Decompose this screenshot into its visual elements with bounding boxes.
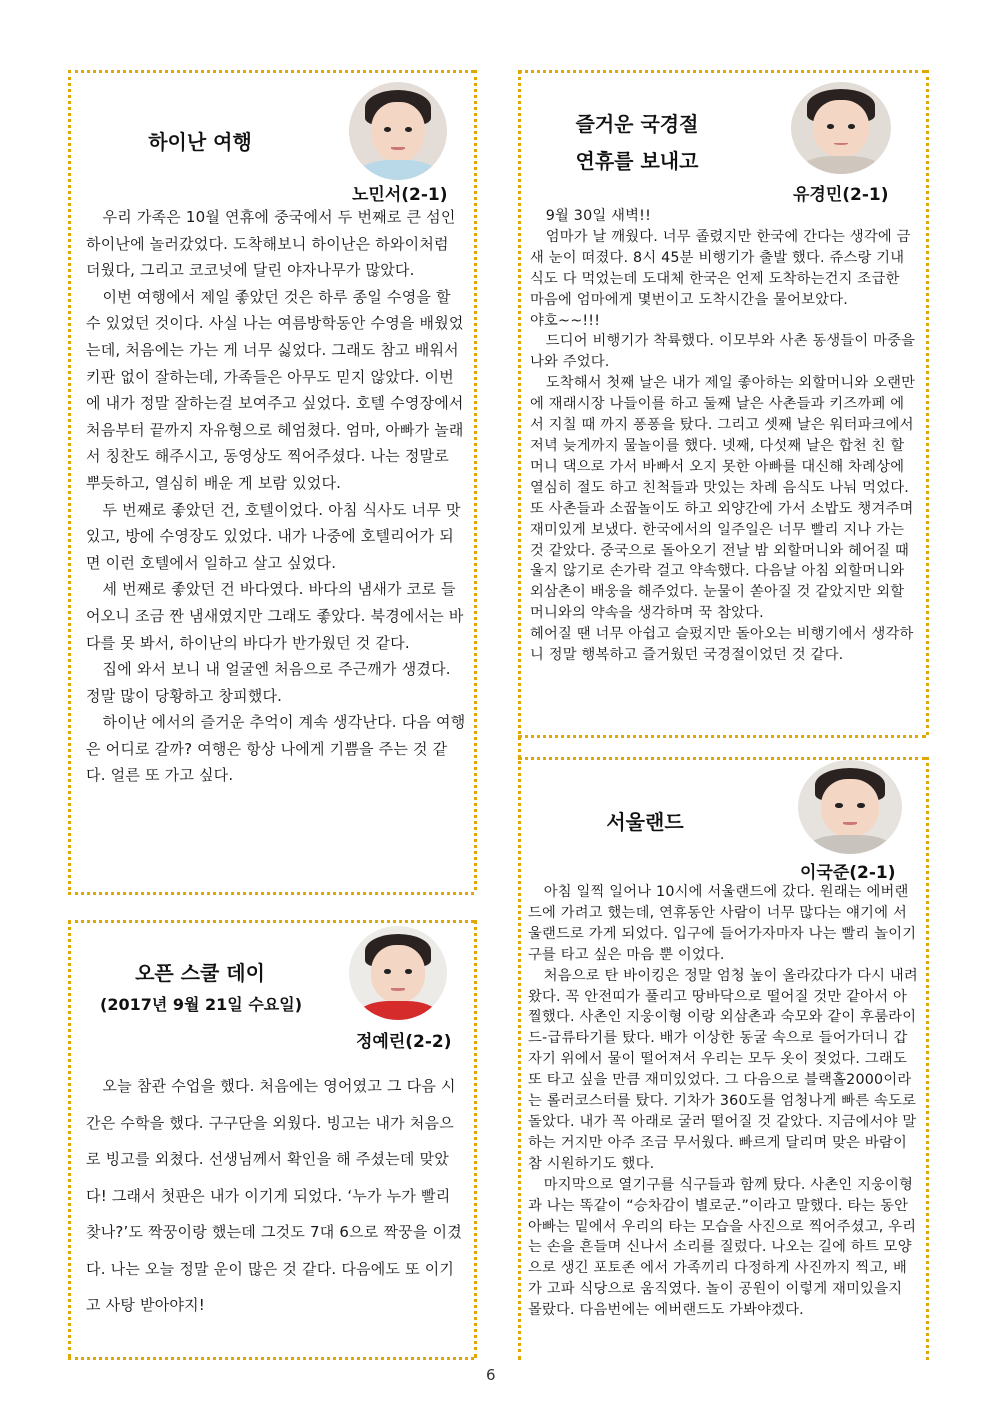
article3-body <box>86 1068 466 1324</box>
article1-paragraph: 이번 여행에서 제일 좋았던 것은 하루 종일 수영을 할 수 있었던 것이다. 사실 나는 여름방학동안 수영을 배웠었는데, 처음에는 가는 게 너무 싫었다. 그래도 참고 배워서 키판 없이 잘하는데, 가족들은 아무도 믿지 않았다. 이번에 내가 정말 잘하는걸 보여주고 싶었다. 호텔 수영장에서 처음부터 끝까지 자유형으로 헤엄쳤다. 엄마, 아빠가 놀래서 칭찬도 해주시고, 동영상도 찍어주셨다. 나는 정말로 뿌듯하고, 열심히 배운 게 보람 있었다. <box>86 287 464 492</box>
article4-paragraph: 아침 일찍 일어나 10시에 서울랜드에 갔다. 원래는 에버랜드에 가려고 했는데, 연휴동안 사람이 너무 많다는 얘기에 서울랜드로 가게 되었다. 입구에 들어가자마자 나는 빨리 놀이기구를 타고 싶은 마음 뿐 이었다. <box>528 884 917 963</box>
article4-paragraph: 마지막으로 열기구를 식구들과 함께 탔다. 사촌인 지웅이형과 나는 똑같이 “승차감이 별로군.”이라고 말했다. 타는 동안 아빠는 밑에서 우리의 타는 모습을 사진으로 찍어주셨고, 우리는 손을 흔들며 신나서 소리를 질렀다. 나오는 길에 하트 모양으로 생긴 포토존 에서 가족끼리 다정하게 사진까지 찍고, 배가 고파 식당으로 움직였다. 놀이 공원이 이렇게 재미있을지 몰랐다. 다음번에는 에버랜드도 가봐야겠다. <box>528 1176 917 1319</box>
border-left-left <box>68 70 71 890</box>
article1-paragraph: 하이난 에서의 즐거운 추억이 계속 생각난다. 다음 여행은 어디로 갈까? 여행은 항상 나에게 기쁨을 주는 것 같다. 얼른 또 가고 싶다. <box>86 713 466 785</box>
border-left-left-2 <box>68 920 71 1358</box>
border-mid-left-2 <box>68 920 474 923</box>
article1-paragraph: 두 번째로 좋았던 건, 호텔이었다. 아침 식사도 너무 맛있고, 방에 수영장도 있었다. 내가 나중에 호텔리어가 되면 이런 호텔에서 일하고 살고 싶었다. <box>86 500 461 572</box>
article2-photo <box>791 82 891 174</box>
article1-title: 하이난 여행 <box>148 130 252 154</box>
article2-author: 유경민(2-1) <box>793 185 889 205</box>
article2-paragraph: 엄마가 날 깨웠다. 너무 졸렸지만 한국에 간다는 생각에 금새 눈이 떠졌다. 8시 45분 비행기가 출발 했다. 쥬스랑 기내식도 다 먹었는데 도대체 한국은 언제 도착하는건지 조급한 마음에 엄마에게 몇번이고 도착시간을 물어보았다. <box>530 228 911 308</box>
border-mid-right-1 <box>518 735 926 738</box>
article1-paragraph: 우리 가족은 10월 연휴에 중국에서 두 번째로 큰 섬인 하이난에 놀러갔었다. 도착해보니 하이난은 하와이처럼 더웠다, 그리고 코코넛에 달린 야자나무가 많았다. <box>86 208 456 280</box>
article2-paragraph: 드디어 비행기가 착륙했다. 이모부와 사촌 동생들이 마중을 나와 주었다. <box>530 333 916 371</box>
border-top-left <box>68 70 474 73</box>
article3-title: 오픈 스쿨 데이 <box>135 961 265 985</box>
article2-paragraph: 도착해서 첫째 날은 내가 제일 좋아하는 외할머니와 오랜만에 재래시장 나들이를 하고 둘째 날은 사촌들과 키즈까페 에서 지칠 때 까지 퐁퐁을 탔다. 그리고 셋째 날은 워터파크에서 저녁 늦게까지 물놀이를 했다. 넷째, 다섯째 날은 합천 친 할머니 댁으로 가서 바빠서 오지 못한 아빠를 대신해 차례상에 열심히 절도 하고 친척들과 맛있는 차례 음식도 나눠 먹었다. 또 사촌들과 소꿉놀이도 하고 외양간에 가서 소밥도 챙겨주며 재미있게 보냈다. 한국에서의 일주일은 너무 빨리 지나 가는 것 같았다. 중국으로 돌아오기 전날 밤 외할머니와 헤어질 때 울지 않기로 손가락 걸고 약속했다. 다음날 아침 외할머니와 외삼촌이 배웅을 해주었다. 눈물이 쏟아질 것 같았지만 외할머니와의 약속을 생각하며 꾹 참았다. <box>530 375 916 622</box>
border-mid-right-2 <box>518 757 926 760</box>
article1-paragraph: 세 번째로 좋았던 건 바다였다. 바다의 냄새가 코로 들어오니 조금 짠 냄새였지만 그래도 좋았다. 북경에서는 바다를 못 봐서, 하이난의 바다가 반가웠던 것 같다. <box>86 580 464 652</box>
article4-body <box>528 882 920 1321</box>
article2-paragraph: 헤어질 땐 너무 아쉽고 슬펐지만 돌아오는 비행기에서 생각하니 정말 행복하고 즐거웠던 국경절이었던 것 같다. <box>530 626 914 664</box>
article4-paragraph: 처음으로 탄 바이킹은 정말 엄청 높이 올라갔다가 다시 내려왔다. 꼭 안전띠가 풀리고 땅바닥으로 떨어질 것만 같아서 아찔했다. 사촌인 지웅이형 이랑 외삼촌과 숙모와 같이 후룸라이드-급류타기를 탔다. 배가 이상한 동굴 속으로 들어가더니 갑자기 위에서 물이 떨어져서 우리는 모두 옷이 젖었다. 그래도 또 타고 싶을 만큼 재미있었다. 그 다음으로 블랙홀2000이라는 롤러코스터를 탔다. 기차가 360도를 엄청나게 빠른 속도로 돌았다. 내가 꼭 아래로 굴러 떨어질 것 같았다. 지금에서야 말하는 거지만 아주 조금 무서웠다. 빠르게 달리며 맞은 바람이 참 시원하기도 했다. <box>528 967 918 1172</box>
article2-title-line2: 연휴를 보내고 <box>575 149 699 173</box>
article2-paragraph: 9월 30일 새벽!! <box>545 208 652 224</box>
article1-body <box>86 204 466 789</box>
border-bottom-left <box>68 1357 474 1360</box>
border-mid-left-1 <box>68 892 474 895</box>
article1-paragraph: 집에 와서 보니 내 얼굴엔 처음으로 주근깨가 생겼다. 정말 많이 당황하고 창피했다. <box>86 660 451 705</box>
article3-paragraph: 오늘 참관 수업을 했다. 처음에는 영어였고 그 다음 시간은 수학을 했다. 구구단을 외웠다. 빙고는 내가 처음으로 빙고를 외쳤다. 선생님께서 확인을 해 주셨는데 맞았다! 그래서 첫판은 내가 이기게 되었다. ‘누가 누가 빨리 찾나?’도 짝꿍이랑 했는데 그것도 7대 6으로 짝꿍을 이겼다. 나는 오늘 정말 운이 많은 것 같다. 다음에도 또 이기고 사탕 받아야지! <box>86 1077 462 1314</box>
article2-body <box>530 206 916 666</box>
article3-author: 정예린(2-2) <box>356 1032 452 1052</box>
article4-title: 서울랜드 <box>606 810 684 834</box>
article4-photo <box>798 760 902 854</box>
border-right-right <box>926 70 929 735</box>
article2-title-line1: 즐거운 국경절 <box>575 112 699 136</box>
article1-author: 노민서(2-1) <box>352 185 448 205</box>
border-right-right-2 <box>926 757 929 1360</box>
article3-photo <box>349 926 447 1020</box>
article2-paragraph: 야호~~!!! <box>530 312 601 329</box>
article1-photo <box>349 82 447 180</box>
border-right-left <box>474 70 477 890</box>
article3-subtitle: (2017년 9월 21일 수요일) <box>100 995 303 1014</box>
border-left-right <box>518 70 521 1360</box>
article4-author: 이국준(2-1) <box>800 863 896 883</box>
border-right-left-2 <box>474 920 477 1358</box>
border-top-right <box>518 70 926 73</box>
page-number: 6 <box>486 1366 496 1384</box>
